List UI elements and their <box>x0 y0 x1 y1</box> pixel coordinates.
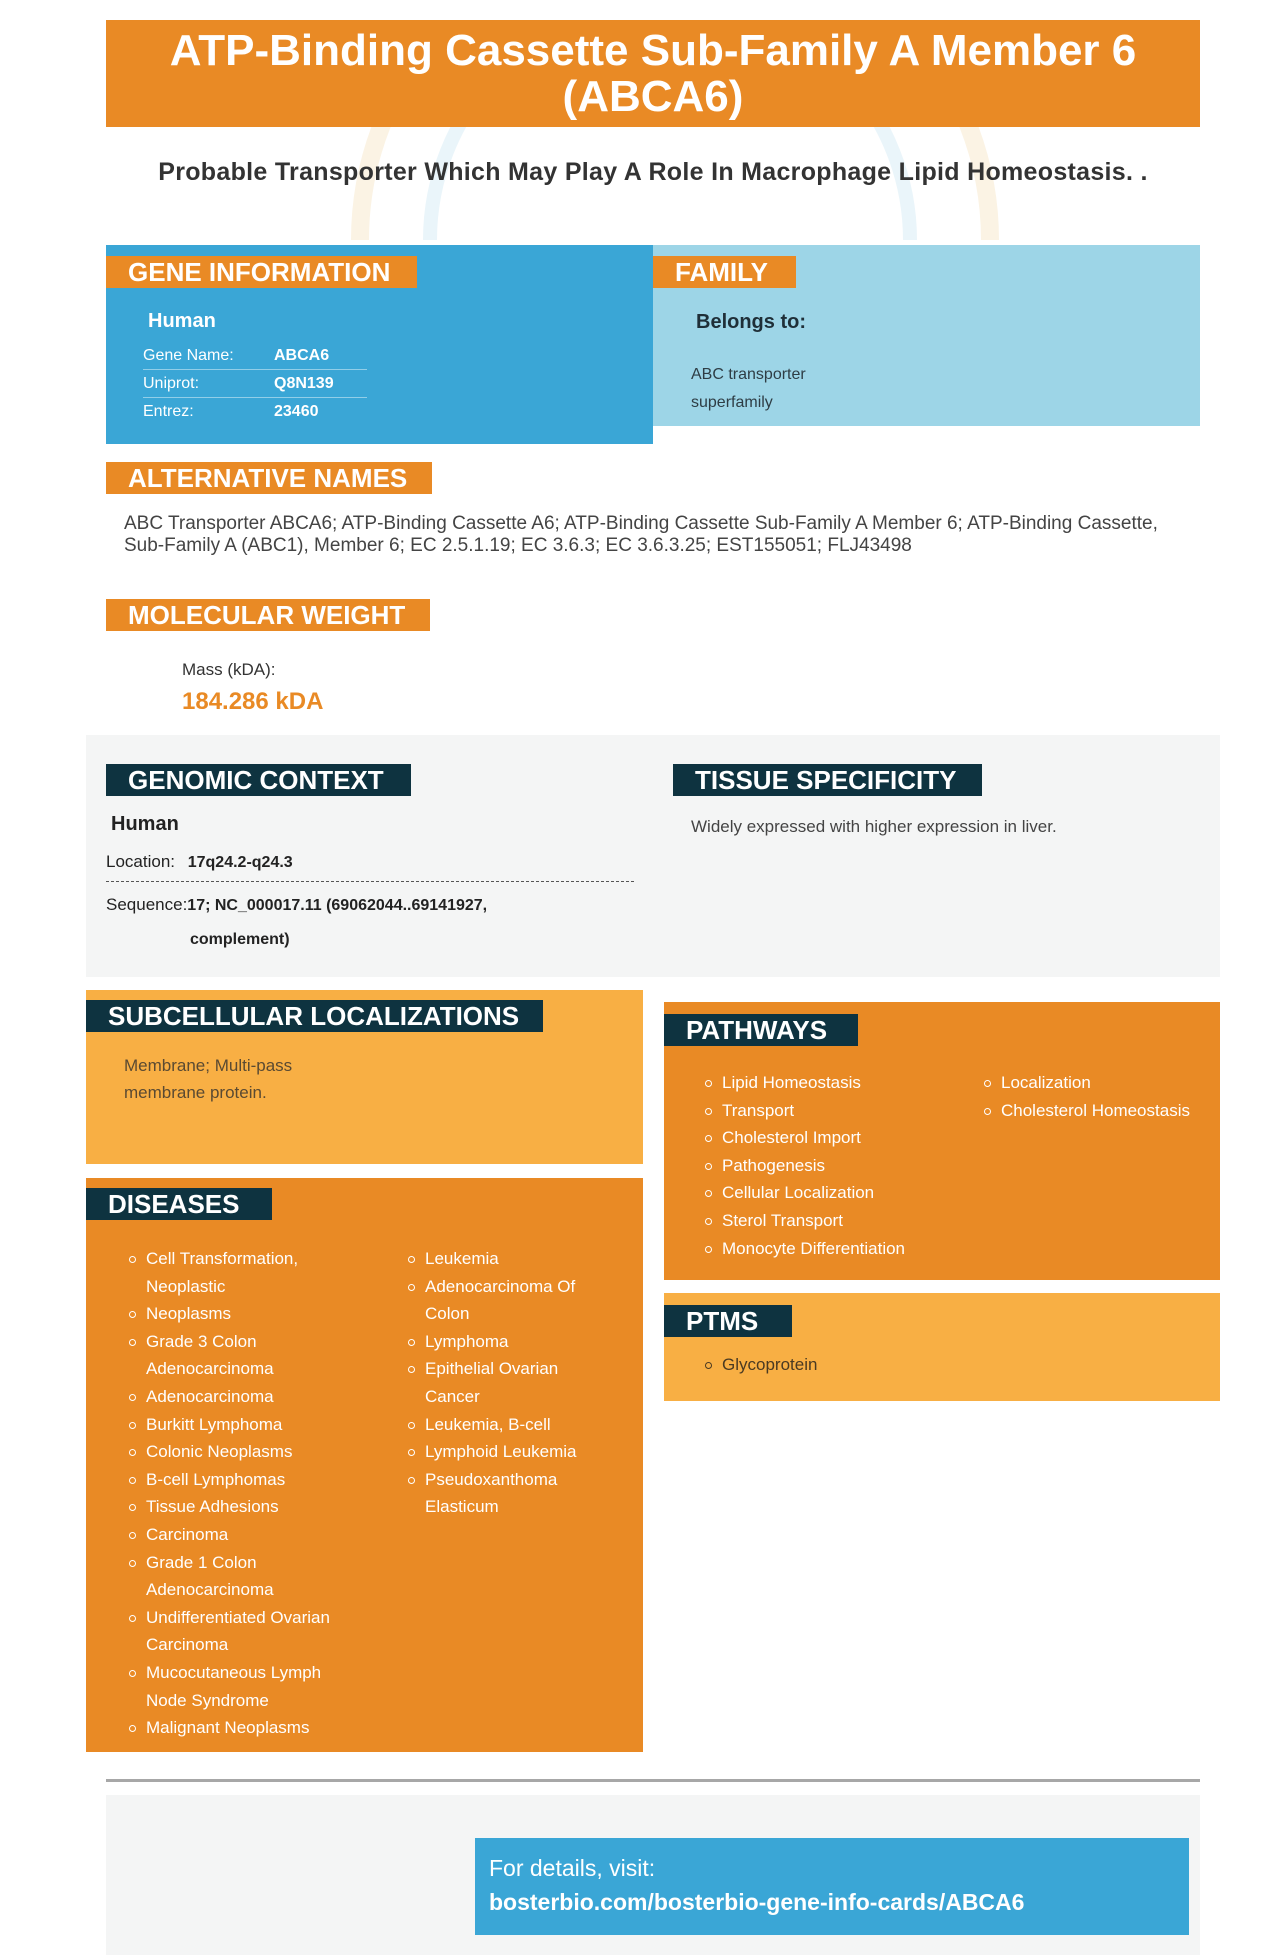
gene-info-value: 23460 <box>274 402 319 420</box>
page-subtitle: Probable Transporter Which May Play A Role In Macrophage Lipid Homeostasis. . <box>158 158 1148 186</box>
gene-information-heading: GENE INFORMATION <box>106 256 417 288</box>
pathway-item: Lipid Homeostasis <box>704 1069 954 1097</box>
disease-item: Leukemia, B-cell <box>407 1411 597 1439</box>
genomic-context-heading: GENOMIC CONTEXT <box>106 764 411 796</box>
gene-info-value: Q8N139 <box>274 374 334 392</box>
disease-item: Burkitt Lymphoma <box>128 1411 346 1439</box>
pathway-item: Localization <box>983 1069 1213 1097</box>
pathway-item: Cholesterol Import <box>704 1124 954 1152</box>
disease-item: Mucocutaneous Lymph Node Syndrome <box>128 1659 346 1714</box>
ptms-list <box>704 1351 954 1379</box>
disease-item: Carcinoma <box>128 1521 346 1549</box>
diseases-list-col1 <box>128 1245 346 1742</box>
sequence-value-continued: complement) <box>190 931 290 948</box>
pathway-item: Pathogenesis <box>704 1152 954 1180</box>
details-link-box[interactable] <box>475 1838 1189 1935</box>
pathway-item: Sterol Transport <box>704 1207 954 1235</box>
disease-item: Lymphoma <box>407 1328 597 1356</box>
tissue-specificity-text: Widely expressed with higher expression in liver. <box>691 817 1057 836</box>
disease-item: Cell Transformation, Neoplastic <box>128 1245 346 1300</box>
ptms-heading: PTMS <box>664 1305 792 1337</box>
diseases-list-col2 <box>407 1245 597 1521</box>
gene-info-row <box>143 370 367 398</box>
gene-info-row <box>143 342 367 370</box>
disease-item: Undifferentiated Ovarian Carcinoma <box>128 1604 346 1659</box>
gene-info-value: ABCA6 <box>274 346 330 364</box>
disease-item: Tissue Adhesions <box>128 1493 346 1521</box>
alternative-names-heading: ALTERNATIVE NAMES <box>106 462 432 494</box>
title-banner <box>106 20 1200 127</box>
subcellular-text: Membrane; Multi-pass membrane protein. <box>124 1056 293 1102</box>
disease-item: B-cell Lymphomas <box>128 1466 346 1494</box>
pathways-list-col1 <box>704 1069 954 1262</box>
disease-item: Colonic Neoplasms <box>128 1438 346 1466</box>
molecular-weight-heading: MOLECULAR WEIGHT <box>106 599 430 631</box>
ptm-item: Glycoprotein <box>704 1351 954 1379</box>
subcellular-localizations-heading: SUBCELLULAR LOCALIZATIONS <box>86 1000 543 1032</box>
location-row <box>106 852 634 882</box>
mass-label: Mass (kDA): <box>182 660 276 679</box>
disease-item: Epithelial Ovarian Cancer <box>407 1355 597 1410</box>
disease-item: Neoplasms <box>128 1300 346 1328</box>
disease-item: Adenocarcinoma <box>128 1383 346 1411</box>
details-label: For details, visit: <box>489 1855 656 1881</box>
disease-item: Malignant Neoplasms <box>128 1714 346 1742</box>
diseases-heading: DISEASES <box>86 1188 272 1220</box>
location-label: Location: <box>106 852 175 871</box>
location-value: 17q24.2-q24.3 <box>187 854 293 871</box>
sequence-value: 17; NC_000017.11 (69062044..69141927, <box>187 897 488 914</box>
mass-value: 184.286 kDA <box>182 688 324 715</box>
disease-item: Grade 1 Colon Adenocarcinoma <box>128 1549 346 1604</box>
disease-item: Adenocarcinoma Of Colon <box>407 1273 597 1328</box>
family-belongs-label: Belongs to: <box>696 311 806 333</box>
pathway-item: Cellular Localization <box>704 1179 954 1207</box>
details-url-link[interactable]: bosterbio.com/bosterbio-gene-info-cards/ABCA6 <box>489 1889 1025 1915</box>
gene-info-label: Entrez: <box>143 402 194 420</box>
disease-item: Pseudoxanthoma Elasticum <box>407 1466 597 1521</box>
alternative-names-text: ABC Transporter ABCA6; ATP-Binding Cassette A6; ATP-Binding Cassette Sub-Family A Member 6; ATP-Binding Cassette, Sub-Family A (ABC1), Member 6; EC 2.5.1.19; EC 3.6.3; EC 3.6.3.25; EST155051; FLJ43498 <box>124 513 1158 556</box>
diseases-panel <box>86 1178 643 1752</box>
gene-info-row <box>143 398 367 425</box>
sequence-row <box>106 888 634 957</box>
disease-item: Lymphoid Leukemia <box>407 1438 597 1466</box>
disease-item: Grade 3 Colon Adenocarcinoma <box>128 1328 346 1383</box>
family-text: ABC transporter superfamily <box>691 366 806 411</box>
pathways-heading: PATHWAYS <box>664 1014 858 1046</box>
gene-info-label: Uniprot: <box>143 374 200 392</box>
sequence-label: Sequence: <box>106 895 188 914</box>
family-heading: FAMILY <box>653 256 796 288</box>
genomic-species: Human <box>111 813 179 835</box>
gene-info-table <box>143 342 367 425</box>
pathway-item: Monocyte Differentiation <box>704 1235 954 1263</box>
gene-info-label: Gene Name: <box>143 346 234 364</box>
gene-species: Human <box>148 310 216 332</box>
tissue-specificity-heading: TISSUE SPECIFICITY <box>673 764 982 796</box>
page-title: ATP-Binding Cassette Sub-Family A Member 6 (ABCA6) <box>169 26 1137 121</box>
pathway-item: Cholesterol Homeostasis <box>983 1097 1213 1125</box>
pathways-list-col2 <box>983 1069 1213 1124</box>
footer-divider <box>106 1779 1200 1782</box>
disease-item: Leukemia <box>407 1245 597 1273</box>
pathway-item: Transport <box>704 1097 954 1125</box>
